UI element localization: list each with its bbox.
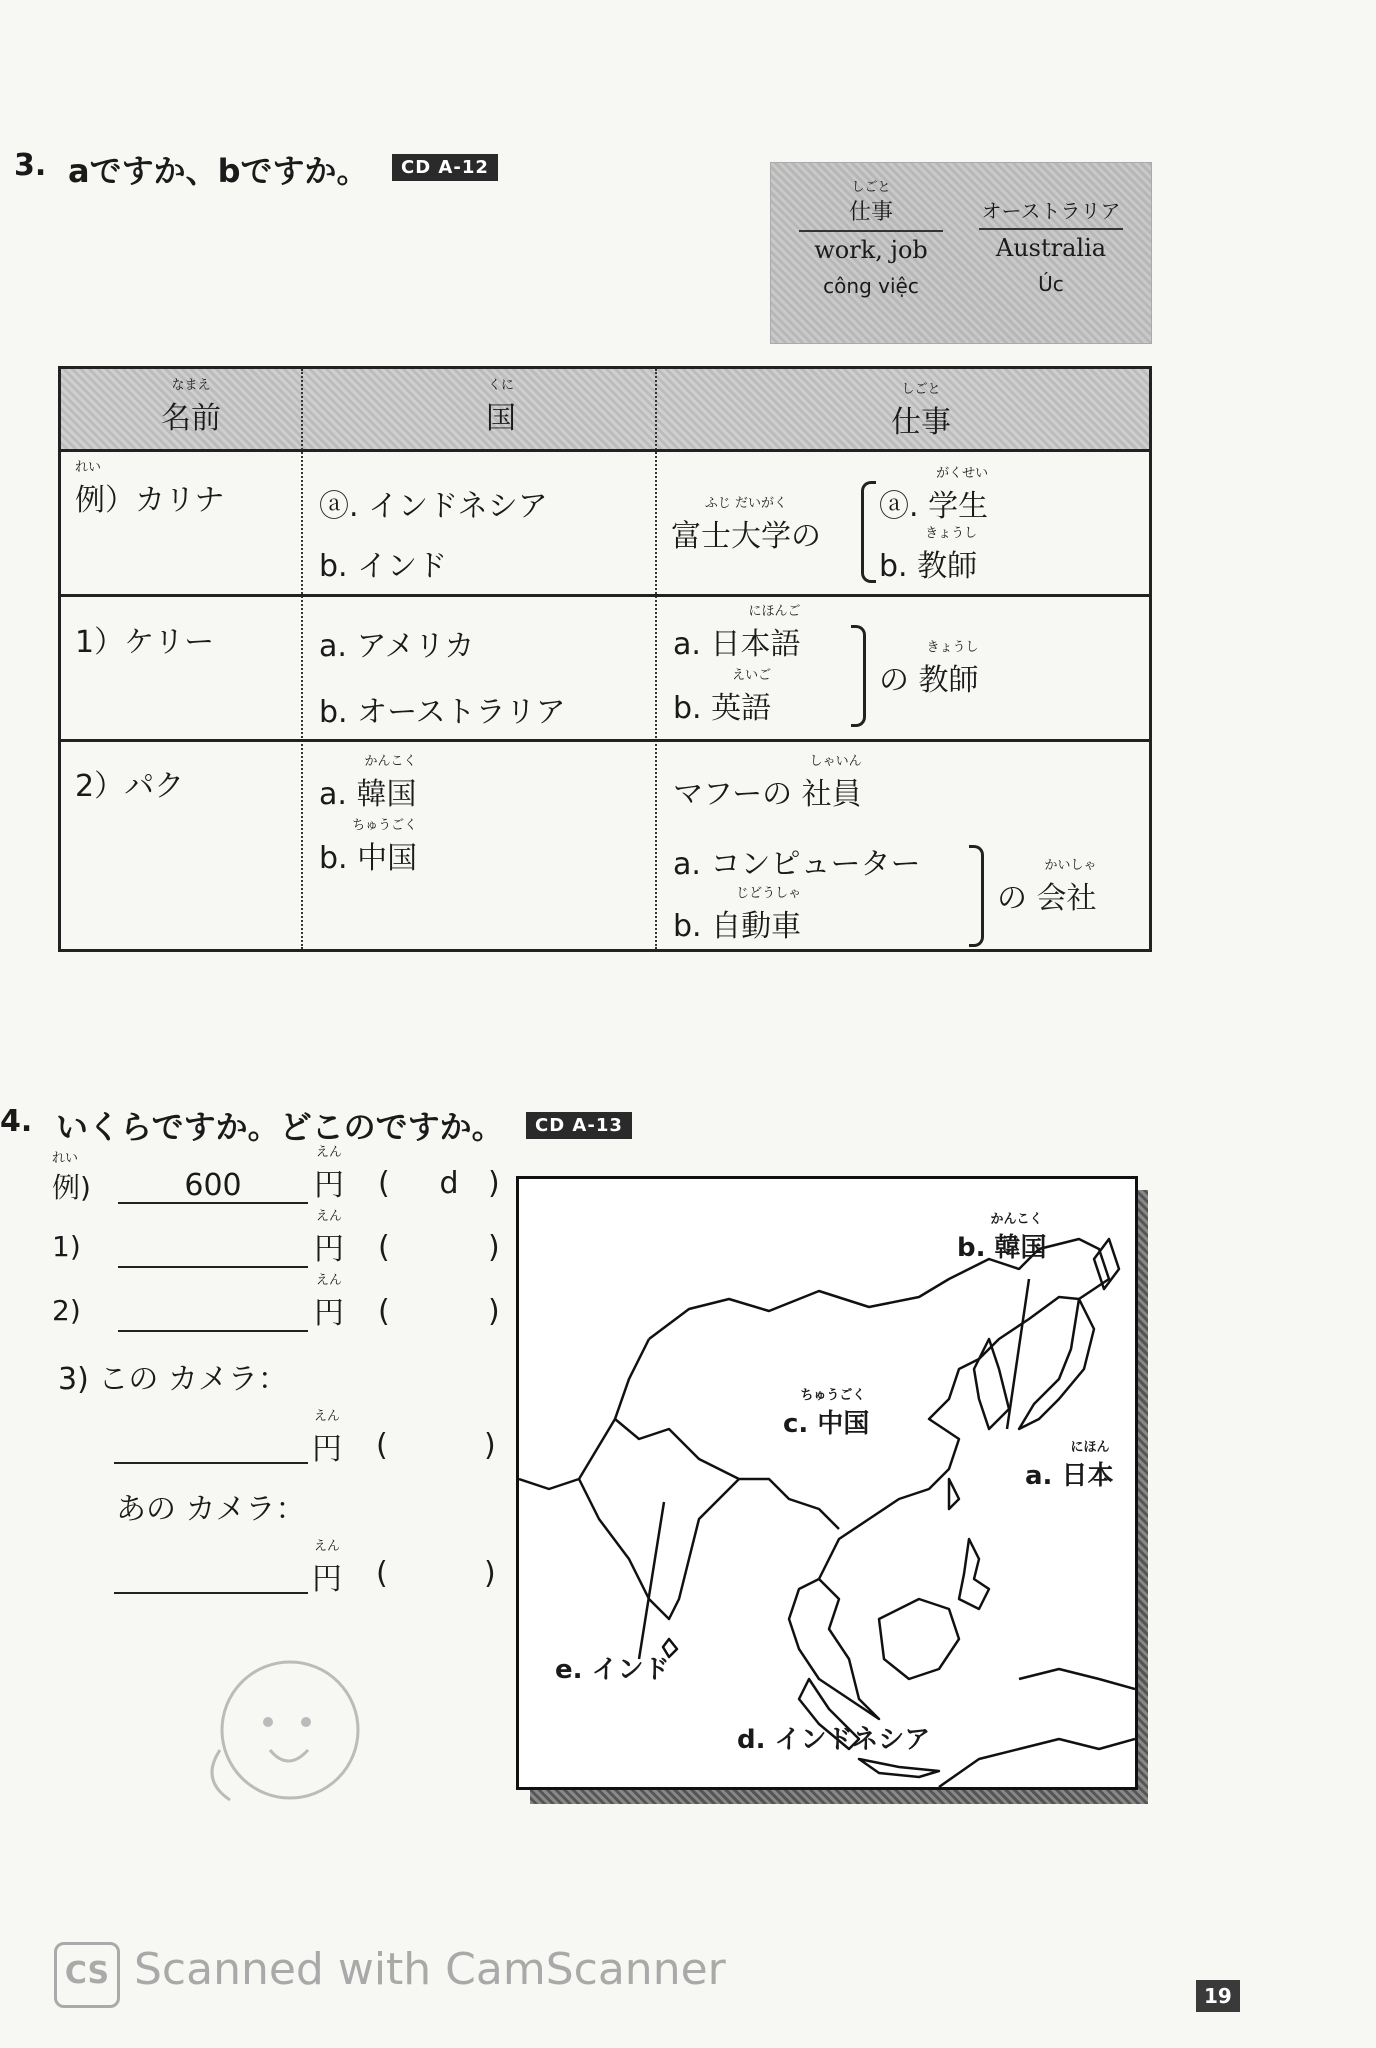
table-row-1-name: 1）ケリー bbox=[75, 625, 215, 660]
camscanner-logo-icon: CS bbox=[54, 1942, 120, 2008]
job-suffix-text: の 教師 bbox=[879, 663, 979, 698]
unit-text: 円 bbox=[312, 1562, 342, 1597]
cd-badge-a13: CD A-13 bbox=[526, 1112, 632, 1139]
job-a bbox=[673, 605, 800, 663]
table-row-example-name bbox=[75, 461, 224, 519]
map-label-text: c. 中国 bbox=[783, 1409, 870, 1439]
table-row-2-name: 2）パク bbox=[75, 769, 185, 804]
job-b bbox=[673, 887, 801, 945]
origin-answer[interactable]: d bbox=[439, 1166, 459, 1201]
job-b-reading: きょうし bbox=[925, 526, 978, 541]
job-b bbox=[879, 527, 977, 585]
job-suffix-text: の 会社 bbox=[997, 881, 1097, 916]
country-b-reading: ちゅうごく bbox=[352, 818, 418, 833]
job-prefix-text: 富士大学の bbox=[671, 519, 821, 554]
header-label: 名前 bbox=[161, 401, 221, 436]
header-label: 国 bbox=[486, 401, 516, 436]
section3-title: aですか、bですか。 bbox=[68, 152, 369, 190]
job-a-reading: にほんご bbox=[748, 604, 801, 619]
map-label-reading: かんこく bbox=[990, 1212, 1043, 1227]
brace-right bbox=[969, 845, 984, 947]
unit-text: 円 bbox=[314, 1296, 344, 1331]
job-top-text: マフーの 社員 bbox=[673, 777, 862, 812]
section4-number: 4. bbox=[0, 1104, 33, 1139]
camera-that-label: あの カメラ： bbox=[116, 1492, 306, 1527]
vocab-item-australia bbox=[971, 195, 1131, 296]
country-b: b. インド bbox=[319, 549, 448, 584]
job-suffix-reading: かいしゃ bbox=[1044, 858, 1097, 873]
vocab-term: 仕事 bbox=[848, 200, 893, 225]
price-row-2 bbox=[52, 1274, 512, 1334]
vocab-vi: Úc bbox=[1038, 272, 1064, 296]
camera-this-label: 3) この カメラ： bbox=[58, 1362, 288, 1397]
price-unit bbox=[314, 1274, 344, 1332]
header-name bbox=[141, 379, 241, 437]
job-top-reading: しゃいん bbox=[809, 754, 862, 769]
price-row-example bbox=[52, 1146, 512, 1206]
unit-reading: えん bbox=[315, 1273, 342, 1288]
answer-table bbox=[58, 366, 1152, 952]
country-b-text: b. 中国 bbox=[319, 841, 418, 876]
vocab-reading: しごと bbox=[851, 180, 891, 195]
label-text: 例) bbox=[52, 1171, 91, 1204]
job-b-reading: えいご bbox=[732, 668, 772, 683]
header-label: 仕事 bbox=[891, 405, 951, 440]
label-reading: れい bbox=[52, 1151, 79, 1166]
country-a bbox=[319, 755, 416, 813]
job-suffix bbox=[997, 859, 1097, 917]
price-unit bbox=[314, 1210, 344, 1268]
map-label-india: e. インド bbox=[555, 1655, 670, 1685]
camera-that-unit bbox=[312, 1540, 342, 1598]
job-b-reading: じどうしゃ bbox=[736, 886, 802, 901]
country-a: ⓐ. インドネシア bbox=[319, 489, 548, 524]
job-a bbox=[879, 467, 988, 525]
asia-map bbox=[516, 1176, 1138, 1790]
camera-this-price[interactable] bbox=[114, 1424, 308, 1464]
page-number: 19 bbox=[1196, 1980, 1240, 2012]
unit-text: 円 bbox=[314, 1168, 344, 1203]
price-value[interactable]: 600 bbox=[118, 1168, 308, 1204]
vocab-vi: công việc bbox=[823, 274, 919, 298]
job-b bbox=[673, 669, 771, 727]
job-suffix-reading: きょうし bbox=[926, 640, 979, 655]
job-a-reading: がくせい bbox=[936, 466, 989, 481]
paren-open: ( bbox=[376, 1428, 388, 1463]
cartoon-face-icon bbox=[190, 1640, 380, 1820]
vocab-box bbox=[770, 162, 1152, 344]
map-label-reading: にほん bbox=[1070, 1440, 1110, 1455]
unit-reading: えん bbox=[313, 1409, 340, 1424]
vocab-item-job bbox=[791, 181, 951, 298]
brace-right bbox=[851, 625, 866, 727]
price-unit bbox=[314, 1146, 344, 1204]
paren-open: ( bbox=[378, 1166, 390, 1201]
section3-number: 3. bbox=[14, 148, 47, 183]
job-top bbox=[673, 755, 862, 813]
row-divider bbox=[61, 739, 1149, 742]
row-divider bbox=[61, 594, 1149, 597]
paren-close: ) bbox=[488, 1166, 500, 1201]
header-reading: くに bbox=[487, 378, 514, 393]
job-b-text: b. 教師 bbox=[879, 549, 978, 584]
job-a-text: ⓐ. 学生 bbox=[879, 489, 989, 524]
section4-title: いくらですか。どこのですか。 bbox=[56, 1108, 504, 1146]
paren-open: ( bbox=[378, 1230, 390, 1265]
brace-left bbox=[861, 481, 876, 583]
price-label: 1) bbox=[52, 1230, 81, 1263]
job-prefix bbox=[671, 497, 821, 555]
price-value[interactable] bbox=[118, 1296, 308, 1332]
job-b-text: b. 英語 bbox=[673, 691, 772, 726]
name-text: 例）カリナ bbox=[75, 483, 225, 518]
country-b: b. オーストラリア bbox=[319, 695, 566, 730]
map-label-indonesia: d. インドネシア bbox=[737, 1725, 931, 1755]
unit-text: 円 bbox=[312, 1432, 342, 1467]
column-divider bbox=[301, 369, 305, 949]
unit-reading: えん bbox=[313, 1539, 340, 1554]
header-reading: なまえ bbox=[171, 378, 211, 393]
camscanner-watermark: Scanned with CamScanner bbox=[134, 1944, 726, 1995]
map-label-text: a. 日本 bbox=[1025, 1461, 1114, 1491]
paren-close: ) bbox=[484, 1428, 496, 1463]
price-list bbox=[52, 1146, 512, 1366]
vocab-term: オーストラリア bbox=[981, 199, 1121, 223]
header-job bbox=[871, 383, 971, 441]
paren-open: ( bbox=[378, 1294, 390, 1329]
vocab-divider bbox=[799, 230, 943, 232]
country-a-reading: かんこく bbox=[364, 754, 417, 769]
price-row-1 bbox=[52, 1210, 512, 1270]
map-label-korea bbox=[957, 1213, 1047, 1264]
map-label-china bbox=[783, 1389, 869, 1440]
price-label bbox=[52, 1152, 91, 1206]
name-reading: れい bbox=[75, 460, 102, 475]
vocab-divider bbox=[979, 228, 1123, 230]
cd-badge-a12: CD A-12 bbox=[392, 154, 498, 181]
unit-text: 円 bbox=[314, 1232, 344, 1267]
paren-close: ) bbox=[488, 1230, 500, 1265]
job-suffix bbox=[879, 641, 979, 699]
job-prefix-reading: ふじ だいがく bbox=[704, 496, 788, 511]
header-reading: しごと bbox=[901, 382, 941, 397]
job-a-text: a. 日本語 bbox=[673, 627, 801, 662]
paren-close: ) bbox=[488, 1294, 500, 1329]
vocab-en: work, job bbox=[814, 236, 928, 264]
map-label-reading: ちゅうごく bbox=[800, 1388, 866, 1403]
map-label-text: b. 韓国 bbox=[957, 1233, 1047, 1263]
camera-that-price[interactable] bbox=[114, 1554, 308, 1594]
unit-reading: えん bbox=[315, 1209, 342, 1224]
country-a: a. アメリカ bbox=[319, 629, 475, 664]
header-country bbox=[461, 379, 541, 437]
unit-reading: えん bbox=[315, 1145, 342, 1160]
country-b bbox=[319, 819, 417, 877]
paren-close: ) bbox=[484, 1556, 496, 1591]
map-label-japan bbox=[1025, 1441, 1113, 1492]
price-value[interactable] bbox=[118, 1232, 308, 1268]
job-b-text: b. 自動車 bbox=[673, 909, 802, 944]
camera-this-unit bbox=[312, 1410, 342, 1468]
paren-open: ( bbox=[376, 1556, 388, 1591]
column-divider bbox=[655, 369, 659, 949]
price-label: 2) bbox=[52, 1294, 81, 1327]
country-a-text: a. 韓国 bbox=[319, 777, 417, 812]
vocab-en: Australia bbox=[995, 234, 1107, 262]
job-a: a. コンピューター bbox=[673, 847, 921, 882]
